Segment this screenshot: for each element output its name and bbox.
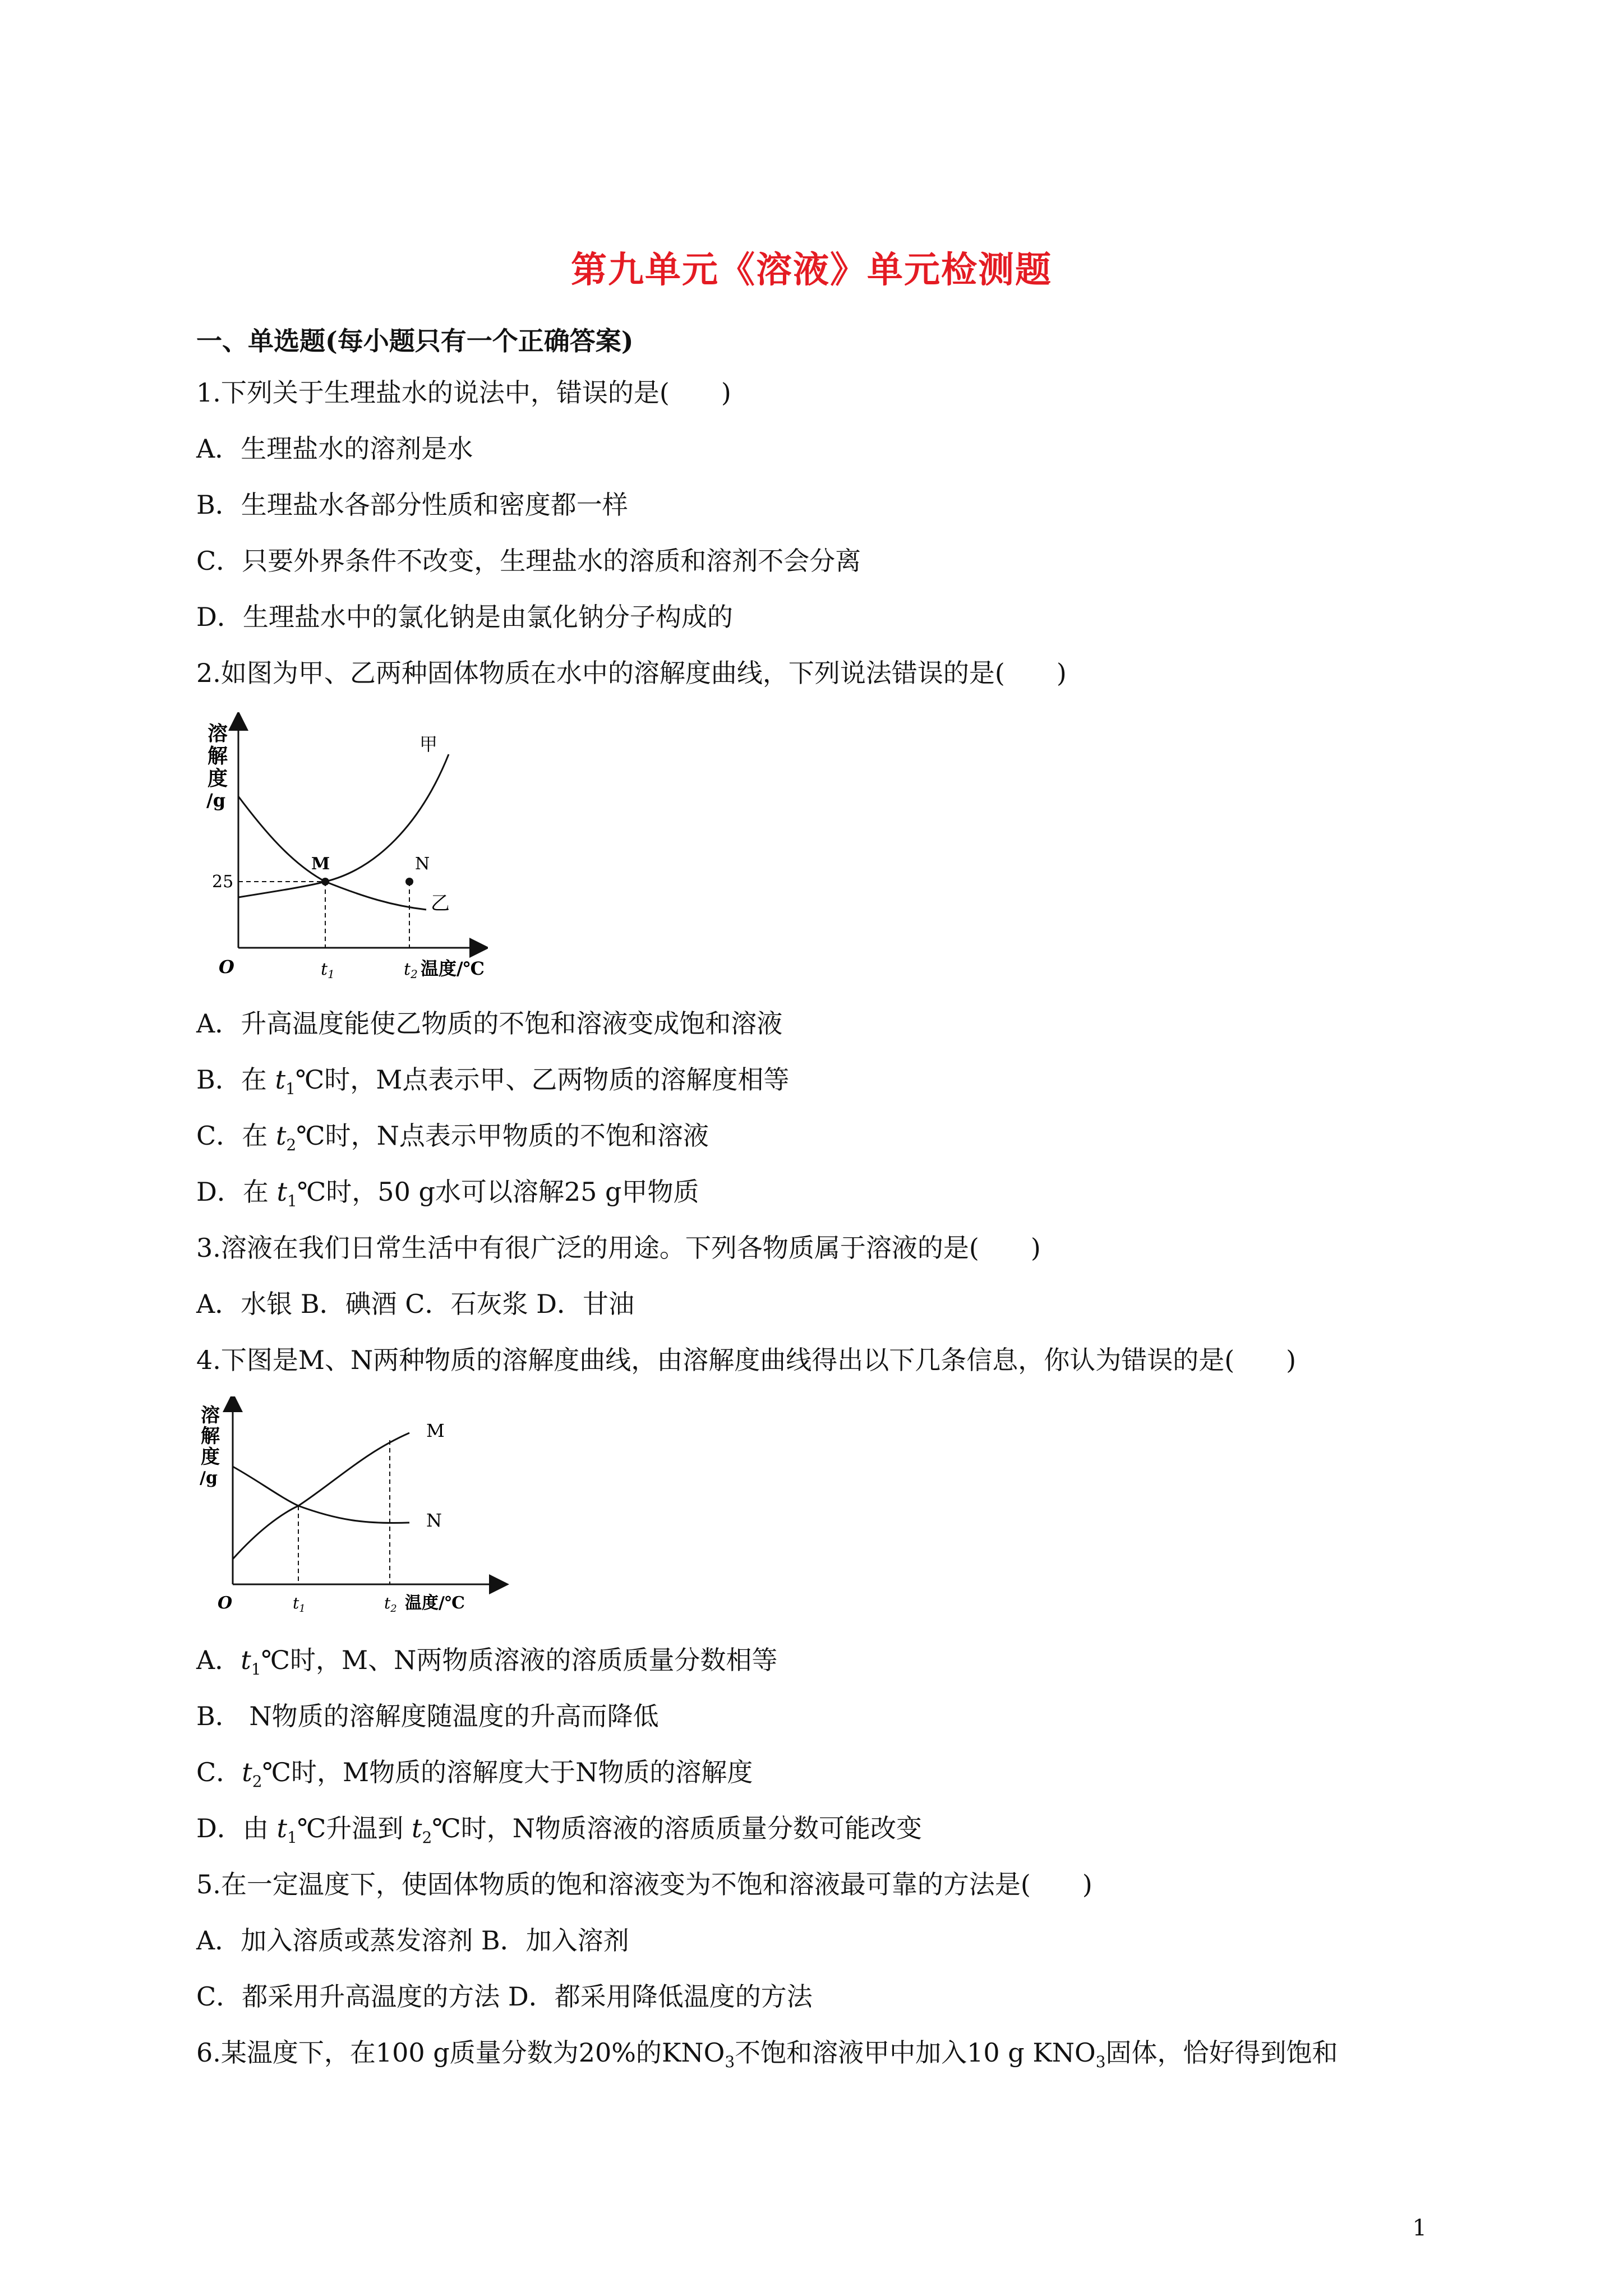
q4-xtick-t2-sub: 2 bbox=[390, 1603, 397, 1615]
q1-stem: 1.下列关于生理盐水的说法中，错误的是( ) bbox=[196, 377, 731, 408]
q2-solubility-chart bbox=[196, 712, 488, 987]
q2-option-b: B．在 $t_1℃$时，M点表示甲、乙两物质的溶解度相等 bbox=[196, 1064, 790, 1099]
q2-xtick-t2: t bbox=[404, 960, 411, 979]
page-number: 1 bbox=[1412, 2215, 1427, 2241]
q2-option-c: C．在 $t_2℃$时，N点表示甲物质的不饱和溶液 bbox=[196, 1121, 709, 1155]
q4-ylabel-2: 解 bbox=[201, 1425, 220, 1447]
svg-text:t1 bbox=[321, 960, 335, 981]
q4-option-d: D．由 $t_1℃$升温到 $t_2℃$时，N物质溶液的溶质质量分数可能改变 bbox=[196, 1813, 922, 1847]
q2-stem: 2.如图为甲、乙两种固体物质在水中的溶解度曲线，下列说法错误的是( ) bbox=[196, 658, 1067, 688]
q4-origin: O bbox=[218, 1593, 233, 1613]
svg-text:t1 bbox=[293, 1594, 306, 1615]
q4-curve-m bbox=[233, 1433, 409, 1559]
q2-xtick-t1: t bbox=[321, 960, 328, 979]
q5-stem: 5.在一定温度下，使固体物质的饱和溶液变为不饱和溶液最可靠的方法是( ) bbox=[196, 1869, 1092, 1899]
q4-option-c: C．$t_2℃$时，M物质的溶解度大于N物质的溶解度 bbox=[196, 1757, 753, 1791]
q4-ylabel-3: 度 bbox=[201, 1446, 220, 1468]
q2-label-m: M bbox=[311, 854, 330, 874]
q1-option-b: B．生理盐水各部分性质和密度都一样 bbox=[196, 490, 628, 520]
q2-ytick-25: 25 bbox=[212, 872, 234, 892]
q2-option-d: D．在 $t_1℃$时，50 g水可以溶解25 g甲物质 bbox=[196, 1177, 699, 1211]
q4-xtick-t2: t bbox=[384, 1594, 391, 1612]
q6-stem: 6.某温度下，在100 g质量分数为20%的$KNO_3$不饱和溶液甲中加入10 g $KNO_3$固体，恰好得到饱和 bbox=[196, 2037, 1338, 2072]
q4-xlabel: 温度/℃ bbox=[405, 1593, 465, 1613]
q4-label-m: M bbox=[426, 1420, 445, 1441]
q1-option-c: C．只要外界条件不改变，生理盐水的溶质和溶剂不会分离 bbox=[196, 546, 861, 576]
q4-ylabel-4: /g bbox=[200, 1468, 218, 1488]
q2-label-n: N bbox=[415, 854, 430, 874]
q4-curve-n bbox=[233, 1467, 409, 1523]
q3-options: A．水银 B．碘酒 C．石灰浆 D．甘油 bbox=[196, 1289, 634, 1319]
q2-point-m bbox=[321, 878, 329, 886]
q4-stem: 4.下图是M、N两种物质的溶解度曲线，由溶解度曲线得出以下几条信息，你认为错误的是( ) bbox=[196, 1345, 1297, 1375]
q1-option-a: A．生理盐水的溶剂是水 bbox=[196, 434, 473, 464]
q2-point-n bbox=[405, 878, 413, 886]
q1-option-d: D．生理盐水中的氯化钠是由氯化钠分子构成的 bbox=[196, 602, 733, 632]
q2-curve-jia bbox=[238, 754, 449, 897]
q3-stem: 3.溶液在我们日常生活中有很广泛的用途。下列各物质属于溶液的是( ) bbox=[196, 1233, 1041, 1263]
q5-options-ab: A．加入溶质或蒸发溶剂 B．加入溶剂 bbox=[196, 1925, 629, 1956]
svg-text:t2 bbox=[404, 960, 418, 981]
q4-solubility-chart bbox=[196, 1396, 510, 1621]
q2-xlabel: 温度/℃ bbox=[421, 958, 485, 979]
q2-ylabel-3: 度 bbox=[208, 767, 228, 790]
q4-label-n: N bbox=[426, 1510, 442, 1531]
svg-text:t2 bbox=[384, 1594, 397, 1615]
q2-label-yi: 乙 bbox=[431, 892, 450, 915]
q2-xtick-t2-sub: 2 bbox=[411, 967, 418, 981]
q2-ylabel-1: 溶 bbox=[208, 722, 228, 745]
page-title: 第九单元《溶液》单元检测题 bbox=[571, 249, 1052, 291]
q2-label-jia: 甲 bbox=[419, 734, 438, 755]
q4-xtick-t1: t bbox=[293, 1594, 299, 1612]
q2-option-a: A．升高温度能使乙物质的不饱和溶液变成饱和溶液 bbox=[196, 1008, 783, 1039]
q4-option-a: A．$t_1℃$时，M、N两物质溶液的溶质质量分数相等 bbox=[196, 1645, 778, 1679]
q2-ylabel-2: 解 bbox=[208, 744, 228, 768]
q2-ylabel-4: /g bbox=[206, 790, 226, 811]
q4-ylabel-1: 溶 bbox=[201, 1404, 220, 1427]
q5-options-cd: C．都采用升高温度的方法 D．都采用降低温度的方法 bbox=[196, 1981, 813, 2012]
q2-xtick-t1-sub: 1 bbox=[328, 967, 335, 981]
q4-option-b: B． N物质的溶解度随温度的升高而降低 bbox=[196, 1701, 659, 1731]
q4-xtick-t1-sub: 1 bbox=[299, 1603, 306, 1615]
section-heading: 一、单选题(每小题只有一个正确答案) bbox=[196, 326, 634, 356]
q2-origin: O bbox=[219, 956, 234, 978]
